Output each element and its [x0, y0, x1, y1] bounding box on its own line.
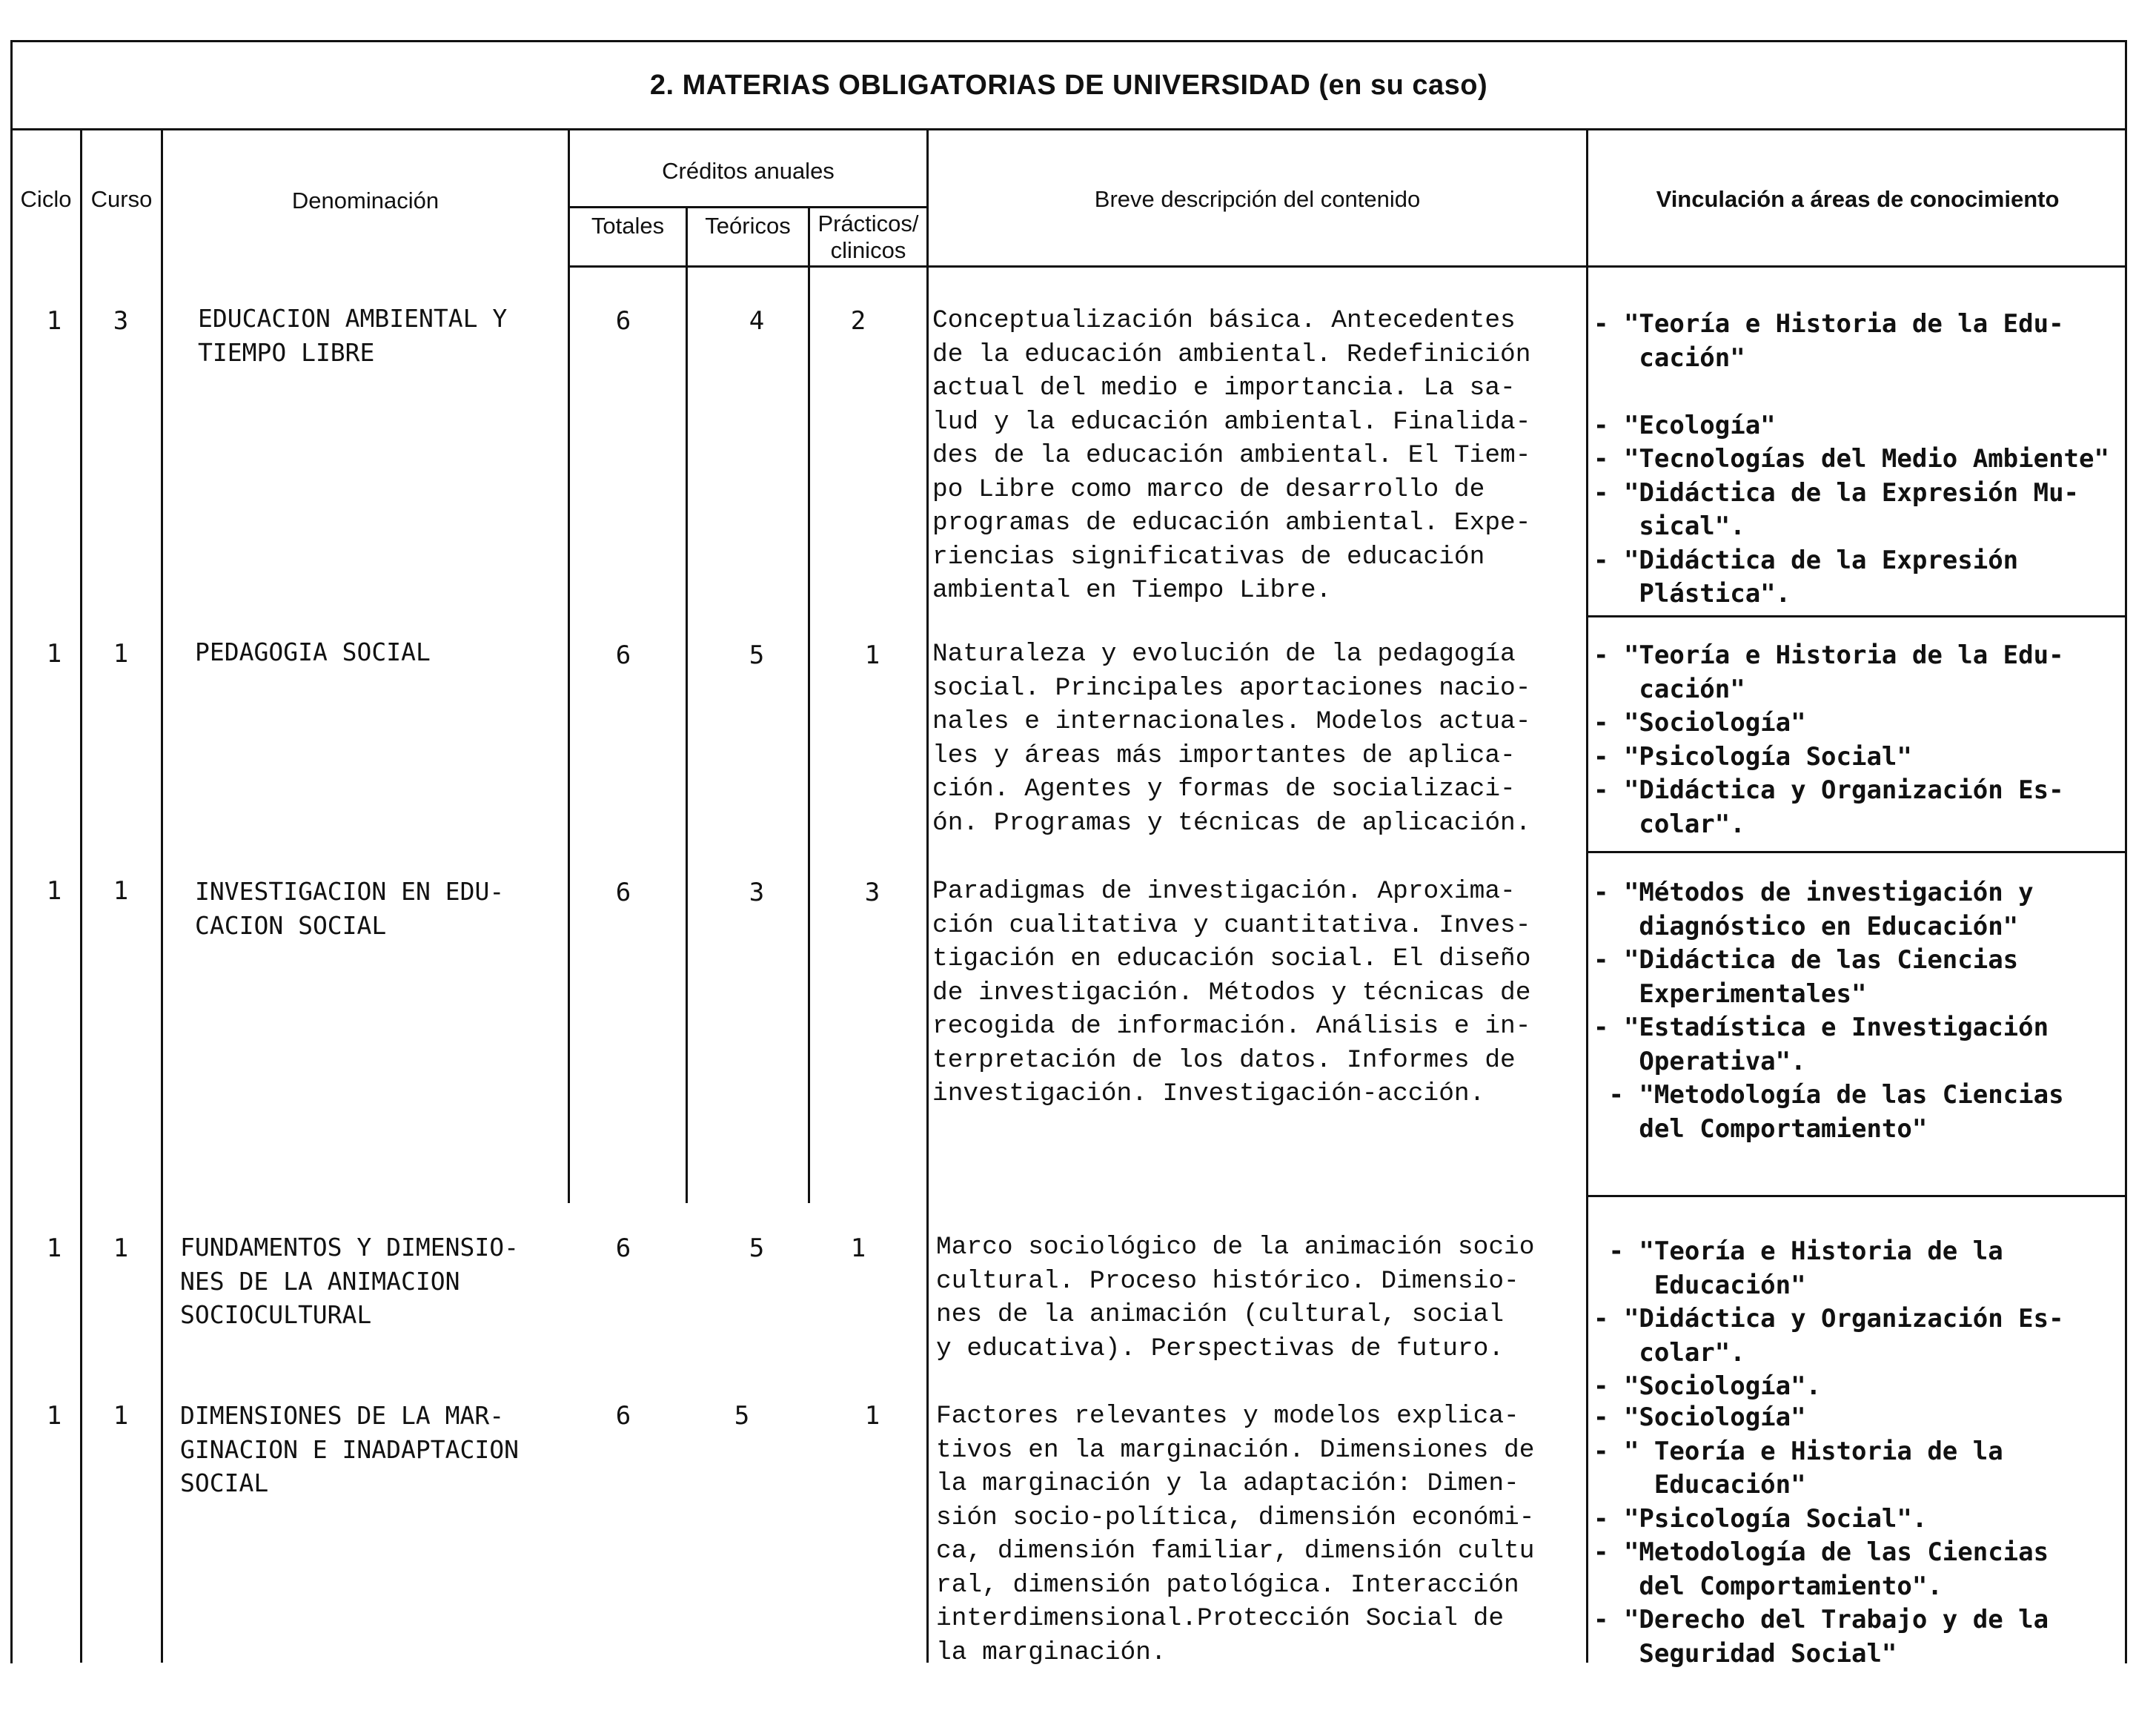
row-totales: 6: [615, 1401, 631, 1431]
row-practicos: 3: [864, 878, 880, 907]
header-totales: Totales: [591, 213, 665, 239]
row-practicos: 2: [850, 306, 866, 336]
row-ciclo: 1: [46, 876, 62, 906]
row-areas: - "Teoría e Historia de la Edu- cación" - "Sociología" - "Psicología Social" - "Didáctica y Organización Es- colar".: [1593, 640, 2064, 839]
areas-box-line-1: [1586, 615, 2127, 617]
row-ciclo: 1: [46, 639, 62, 669]
row-ciclo: 1: [46, 1233, 62, 1263]
row-denominacion: PEDAGOGIA SOCIAL: [195, 637, 431, 666]
row-curso: 1: [113, 876, 129, 906]
row-descripcion: Conceptualización básica. Antecedentes de la educación ambiental. Redefinición actual del medio e importancia. La sa- lud y la educación ambiental. Finalida- des de la educación ambiental. El Tiem- po Libre como marco de desarrollo de programas de educación ambiental. Expe- riencias significativas de educación ambiental en Tiempo Libre.: [932, 306, 1531, 605]
row-teoricos: 5: [749, 1233, 765, 1263]
row-practicos: 1: [864, 640, 880, 670]
row-totales: 6: [615, 1233, 631, 1263]
row-areas: - "Teoría e Historia de la Educación" - "Didáctica y Organización Es- colar". - "Sociología".: [1593, 1236, 2064, 1401]
row-descripcion: Naturaleza y evolución de la pedagogía social. Principales aportaciones nacio- nales e internacionales. Modelos actua- les y áreas más importantes de aplica- ción. Agentes y formas de socializaci- ón. Programas y técnicas de aplicación.: [932, 640, 1531, 838]
row-totales: 6: [615, 878, 631, 907]
row-totales: 6: [615, 306, 631, 336]
col-line-denominacion-totales: [568, 128, 570, 1203]
row-curso: 1: [113, 639, 129, 669]
row-curso: 1: [113, 1401, 129, 1431]
header-practicos: Prácticos/ clinicos: [817, 211, 919, 263]
header-ciclo: Ciclo: [20, 186, 72, 212]
row-denominacion: FUNDAMENTOS Y DIMENSIO- NES DE LA ANIMACION SOCIOCULTURAL: [180, 1233, 519, 1329]
header-curso: Curso: [90, 186, 153, 212]
header-teoricos: Teóricos: [705, 213, 791, 239]
col-line-descripcion-vinculacion: [1586, 128, 1588, 1663]
row-areas: - "Métodos de investigación y diagnóstico en Educación" - "Didáctica de las Ciencias Experimentales" - "Estadística e Investigación Operativa". - "Metodología de las Ciencias del Comportamiento": [1593, 878, 2064, 1144]
row-areas: - "Sociología" - " Teoría e Historia de la Educación" - "Psicología Social". - "Metodología de las Ciencias del Comportamiento". - "Derecho del Trabajo y de la Seguridad Social": [1593, 1402, 2049, 1669]
section-title: 2. MATERIAS OBLIGATORIAS DE UNIVERSIDAD (en su caso): [13, 42, 2125, 130]
row-areas: - "Teoría e Historia de la Edu- cación" - "Ecología" - "Tecnologías del Medio Ambiente" - "Didáctica de la Expresión Mu- sical". - "Didáctica de la Expresión Plástica".: [1593, 309, 2109, 609]
row-descripcion: Factores relevantes y modelos explica- tivos en la marginación. Dimensiones de la marginación y la adaptación: Dimen- sión socio-política, dimensión económi- ca, dimensión familiar, dimensión cultu ral, dimensión patológica. Interacción interdimensional.Protección Social de la marginación.: [936, 1402, 1535, 1667]
row-ciclo: 1: [46, 1401, 62, 1431]
row-descripcion: Marco sociológico de la animación socio cultural. Proceso histórico. Dimensio- nes de la animación (cultural, social y educativa). Perspectivas de futuro.: [936, 1233, 1535, 1363]
row-denominacion: INVESTIGACION EN EDU- CACION SOCIAL: [195, 877, 505, 940]
row-denominacion: DIMENSIONES DE LA MAR- GINACION E INADAPTACION SOCIAL: [180, 1401, 519, 1497]
row-practicos: 1: [850, 1233, 866, 1263]
row-ciclo: 1: [46, 306, 62, 336]
col-line-curso-denominacion: [161, 128, 163, 1663]
row-curso: 1: [113, 1233, 129, 1263]
header-creditos-anuales: Créditos anuales: [662, 158, 835, 184]
header-denominacion: Denominación: [291, 188, 440, 213]
row-teoricos: 3: [749, 878, 765, 907]
row-teoricos: 5: [734, 1401, 750, 1431]
header-bottom-line-1: [568, 265, 929, 268]
header-descripcion: Breve descripción del contenido: [1094, 186, 1421, 212]
row-curso: 3: [113, 306, 129, 336]
row-teoricos: 5: [749, 640, 765, 670]
header-bottom-line-2: [926, 265, 2127, 268]
row-descripcion: Paradigmas de investigación. Aproxima- ción cualitativa y cuantitativa. Inves- tigación en educación social. El diseño de investigación. Métodos y técnicas de recogida de información. Análisis e in- terpretación de los datos. Informes de investigación. Investigación-acción.: [932, 877, 1531, 1108]
areas-box-line-2: [1586, 851, 2127, 853]
row-denominacion: EDUCACION AMBIENTAL Y TIEMPO LIBRE: [198, 304, 508, 367]
areas-box-line-3: [1586, 1195, 2127, 1197]
row-totales: 6: [615, 640, 631, 670]
row-practicos: 1: [864, 1401, 880, 1431]
row-teoricos: 4: [749, 306, 765, 336]
header-vinculacion: Vinculación a áreas de conocimiento: [1656, 186, 2060, 212]
col-line-practicos-descripcion: [926, 128, 929, 1663]
creditos-subheader-line: [568, 206, 929, 208]
col-line-totales-teoricos: [686, 206, 688, 1203]
col-line-teoricos-practicos: [808, 206, 810, 1203]
